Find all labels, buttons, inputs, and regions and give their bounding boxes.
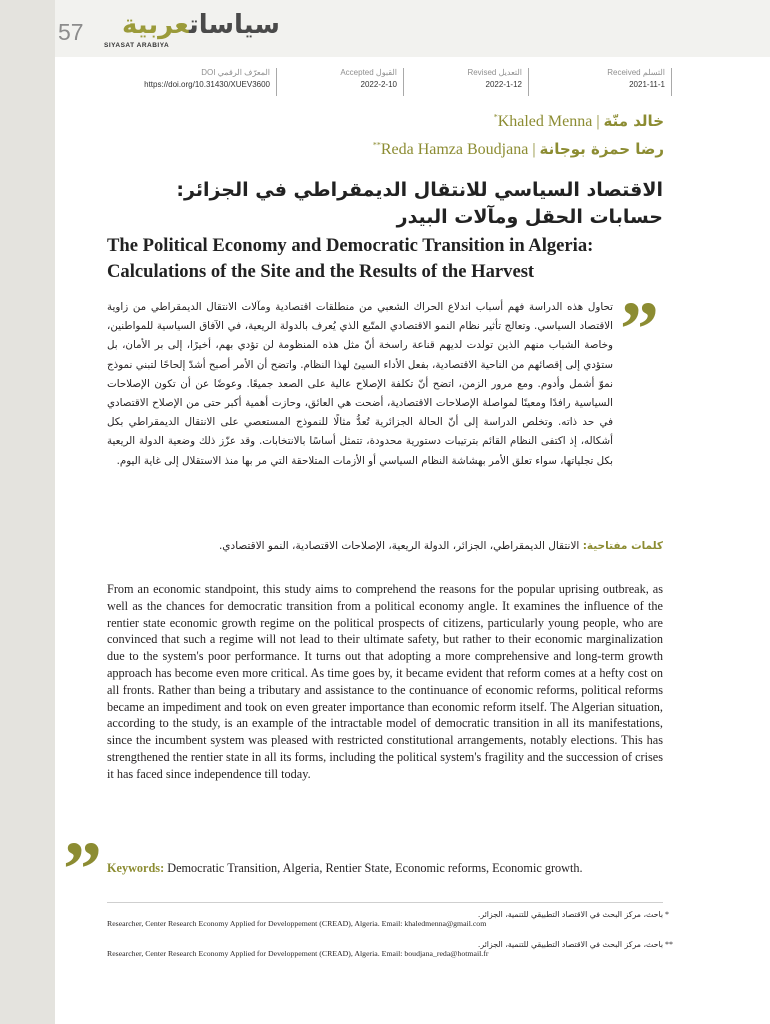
title-arabic-line-1: الاقتصاد السياسي للانتقال الديمقراطي في الجزائر:: [176, 179, 663, 201]
title-arabic-line-2: حسابات الحقل ومآلات البيدر: [396, 206, 663, 228]
left-margin-band: [0, 0, 55, 1024]
meta-doi: DOI المعرّف الرقمي https://doi.org/10.31430/XUEV3600: [110, 68, 277, 96]
keywords-arabic: كلمات مفتاحية: الانتقال الديمقراطي، الجزائر، الدولة الريعية، الإصلاحات الاقتصادية، النمو الاقتصادي.: [218, 540, 663, 552]
quote-mark-english-icon: ”: [63, 825, 102, 912]
title-english-line-1: The Political Economy and Democratic Transition in Algeria:: [107, 235, 594, 256]
abstract-arabic: تحاول هذه الدراسة فهم أسباب اندلاع الحراك الشعبي من منطلقات اقتصادية ومآلات الانتقال الديمقراطي من زاوية الاقتصاد السياسي. وتعالج تأثير نظام النمو الاقتصادي المتّبع الذي يُعرف بالدولة الريعية، في الآفاق السياسية للمواطنين، وخاصة الشباب منهم الذين تولدت لديهم قناعة راسخة أنّ مثل هذه المنظومة لن تؤدي بهم، أخيرًا، إلى بر الأمان، بل ستؤدي إلى إقصائهم من الناحية الاقتصادية، بفعل الأداء السيئ لهذا النظام. واتضح أن الأمر أصبح أشدّ إلحاحًا لتبني نموذج نموّ أشمل وأدوم. ومع مرور الزمن، اتضح أنّ تكلفة الإصلاح عالية على الصعد جميعًا. وعوضًا عن أن تكون الإصلاحات السياسية رافدًا ومعينًا لمواصلة الإصلاحات الاقتصادية، أضحت هي العائق، وحازت أهمية أكبر حتى من الإصلاح الاقتصادي في حد ذاته. وتخلص الدراسة إلى أنّ الحالة الجزائرية تُعدُّ مثالًا للنموذج المستعصي على الانتقال الديمقراطي بكل أشكاله، إذ اكتفى النظام القائم بترتيبات دستورية محدودة، تتمثل أساسًا بالانتخابات. وقد عزّز ذلك وضعية الدولة الريعية بكل تجلياتها، سواء تعلق الأمر بهشاشة النظام السياسي أو الأزمات المتلاحقة التي مر بها منذ الاستقلال إلى غاية اليوم.: [107, 301, 613, 467]
author-2: **Reda Hamza Boudjana | رضا حمزة بوجانة: [372, 140, 664, 158]
meta-received: Received التسلم 2021-11-1: [595, 68, 672, 96]
title-english-line-2: Calculations of the Site and the Results of the Harvest: [107, 261, 535, 282]
footnote-2: ** باحث، مركز البحث في الاقتصاد التطبيقي للتنمية، الجزائر. Researcher, Center Research Economy Applied for Developpement (CREAD), Algeria. Email: boudjana_reda@hotmail.fr: [107, 940, 673, 958]
logo-arabic: سياساتعربية: [121, 10, 280, 40]
doi-link[interactable]: https://doi.org/10.31430/XUEV3600: [144, 80, 270, 89]
keywords-english: Keywords: Democratic Transition, Algeria, Rentier State, Economic reforms, Economic growth.: [107, 861, 583, 875]
journal-logo: [100, 10, 280, 55]
footnote-divider: [107, 902, 663, 903]
logo-english: SIYASAT ARABIYA: [104, 42, 170, 49]
meta-revised: Revised التعديل 2022-1-12: [450, 68, 529, 96]
abstract-english: From an economic standpoint, this study aims to comprehend the reasons for the popular uprising outbreak, as well as the chances for democratic transition from a political economy angle. It examines the influence of the rentier state economic growth regime on the political prospects of citizens, particularly young people, who are convinced that such a regime will not lead to their ultimate safety, but rather to their economic marginalization due to the system's poor performance. It turns out that adopting a more comprehensive and long-term growth approach has become even more critical. As time goes by, it became evident that reform comes at a hefty cost on all fronts. Rather than being a tributary and assistance to the continuance of economic reforms, political reforms became an impediment and took on even greater importance than economic reform itself. The Algerian situation, according to the study, is an example of the intractable model of democratic transition in all its manifestations, since the incumbent system was pleased with restricted constitutional arrangements, notably elections. This has strengthened the rentier state in all its forms, including the political system's fragility and the succession of crises it has faced since independence till today.: [107, 582, 663, 781]
author-1: *Khaled Menna | خالد منّة: [493, 112, 664, 130]
meta-accepted: Accepted القبول 2022-2-10: [325, 68, 404, 96]
page-number: 57: [58, 19, 84, 45]
quote-mark-arabic-icon: ”: [620, 285, 659, 372]
footnote-1: * باحث، مركز البحث في الاقتصاد التطبيقي للتنمية، الجزائر. Researcher, Center Research Economy Applied for Developpement (CREAD), Algeria. Email: khaledmenna@gmail.com: [107, 910, 669, 928]
